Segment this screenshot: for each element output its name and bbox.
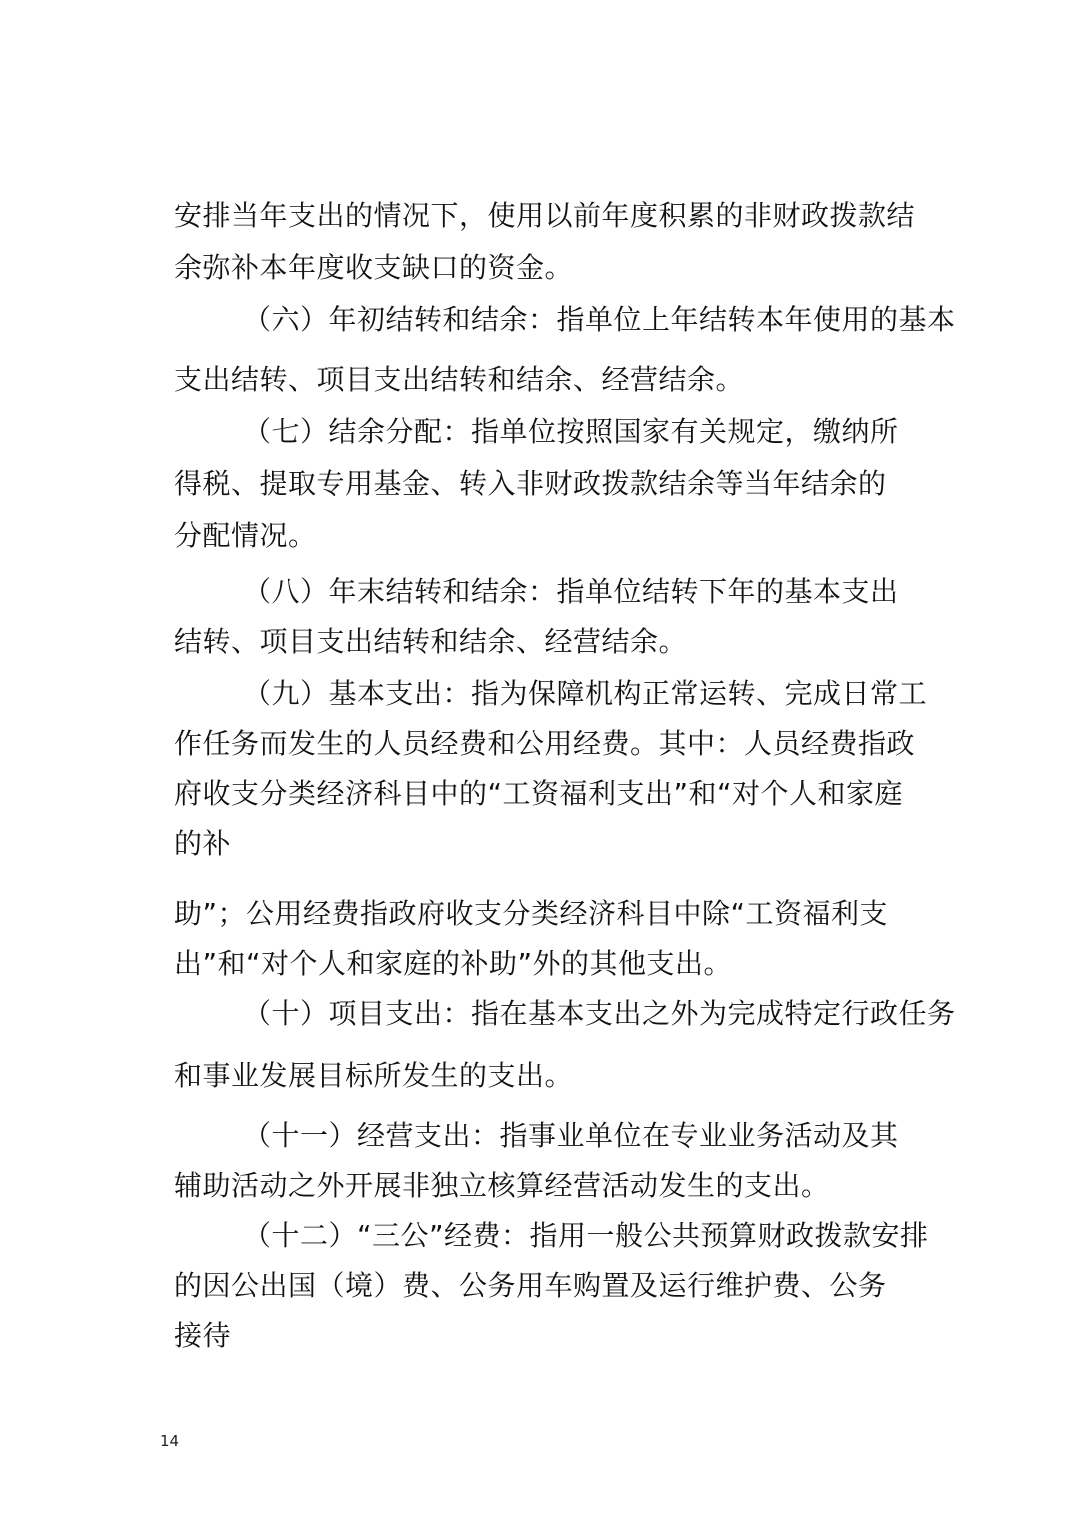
text-line: 的因公出国（境）费、公务用车购置及运行维护费、公务 bbox=[174, 1269, 887, 1302]
text-line: 余弥补本年度收支缺口的资金。 bbox=[174, 251, 574, 284]
paragraph-start-line: （十）项目支出：指在基本支出之外为完成特定行政任务 bbox=[243, 997, 956, 1030]
text-line: 的补 bbox=[174, 827, 232, 860]
text-line: 接待 bbox=[174, 1319, 232, 1352]
paragraph-start-line: （七）结余分配：指单位按照国家有关规定，缴纳所 bbox=[243, 415, 899, 448]
paragraph-start-line: （八）年末结转和结余：指单位结转下年的基本支出 bbox=[243, 575, 899, 608]
page-number: 14 bbox=[160, 1432, 180, 1450]
text-line: 结转、项目支出结转和结余、经营结余。 bbox=[174, 625, 688, 658]
text-line: 分配情况。 bbox=[174, 519, 317, 552]
text-line: 府收支分类经济科目中的“工资福利支出”和“对个人和家庭 bbox=[174, 777, 904, 810]
text-line: 辅助活动之外开展非独立核算经营活动发生的支出。 bbox=[174, 1169, 830, 1202]
text-line: 和事业发展目标所发生的支出。 bbox=[174, 1059, 574, 1092]
paragraph-start-line: （十一）经营支出：指事业单位在专业业务活动及其 bbox=[243, 1119, 899, 1152]
text-line: 出”和“对个人和家庭的补助”外的其他支出。 bbox=[174, 947, 733, 980]
text-line: 得税、提取专用基金、转入非财政拨款结余等当年结余的 bbox=[174, 467, 887, 500]
paragraph-start-line: （六）年初结转和结余：指单位上年结转本年使用的基本 bbox=[243, 303, 956, 336]
text-line: 安排当年支出的情况下，使用以前年度积累的非财政拨款结 bbox=[174, 199, 916, 232]
text-line: 支出结转、项目支出结转和结余、经营结余。 bbox=[174, 363, 745, 396]
text-line: 作任务而发生的人员经费和公用经费。其中：人员经费指政 bbox=[174, 727, 916, 760]
paragraph-start-line: （十二）“三公”经费：指用一般公共预算财政拨款安排 bbox=[243, 1219, 929, 1252]
paragraph-start-line: （九）基本支出：指为保障机构正常运转、完成日常工 bbox=[243, 677, 928, 710]
text-line: 助”；公用经费指政府收支分类经济科目中除“工资福利支 bbox=[174, 897, 889, 930]
